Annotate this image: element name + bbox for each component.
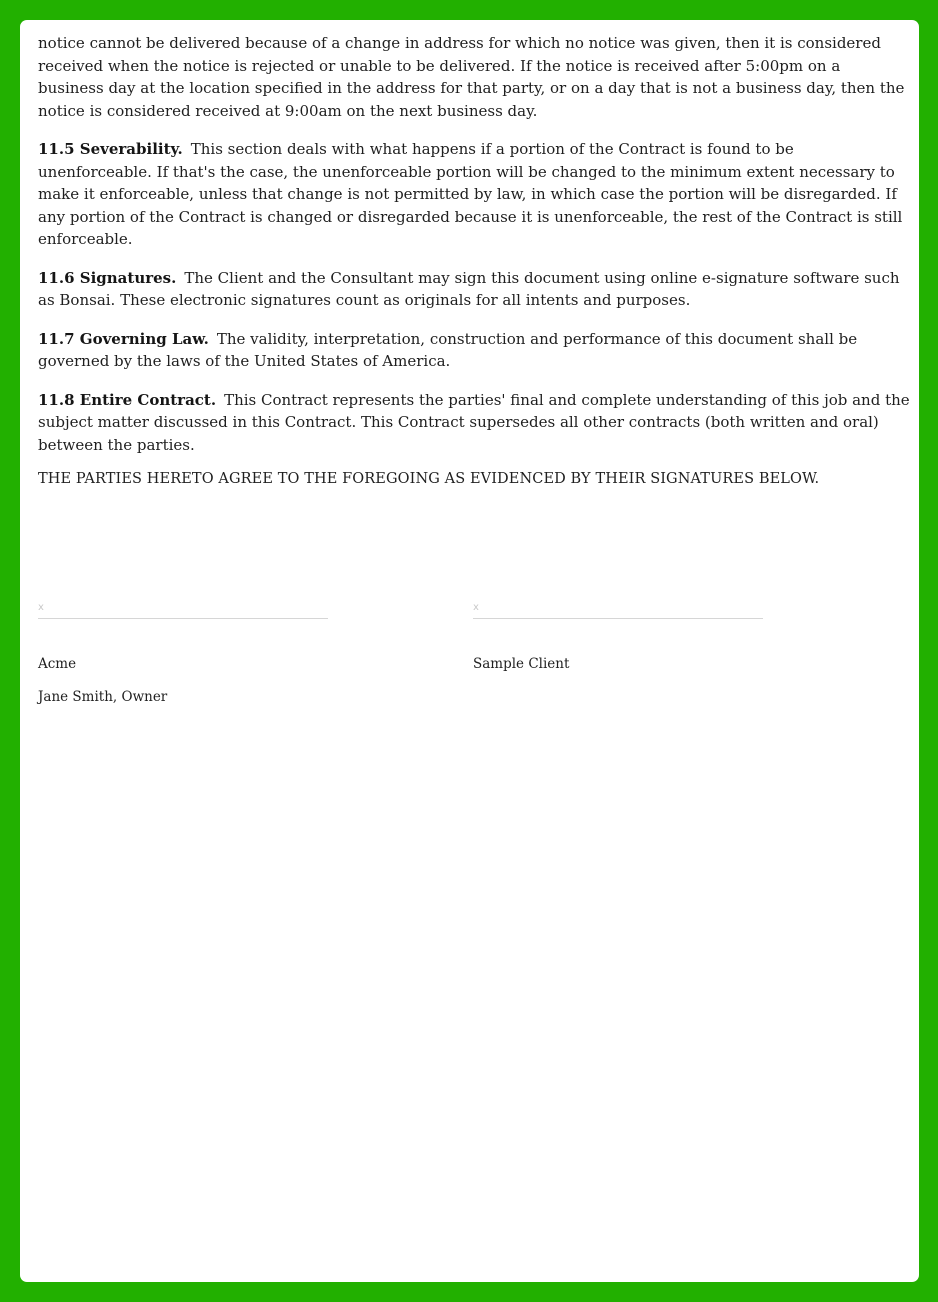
consultant-signer: Jane Smith, Owner — [38, 689, 168, 705]
section-heading: 11.6 Signatures. — [38, 268, 177, 287]
agreement-statement: THE PARTIES HERETO AGREE TO THE FOREGOING AS EVIDENCED BY THEIR SIGNATURES BELOW. — [38, 471, 820, 487]
section-heading: 11.7 Governing Law. — [38, 329, 209, 348]
client-name: Sample Client — [473, 656, 570, 672]
contract-body — [38, 32, 910, 472]
consultant-signature-block — [38, 600, 328, 705]
section-severability — [38, 138, 910, 251]
section-governing-law — [38, 328, 910, 373]
section-entire-contract — [38, 389, 910, 457]
section-text: The Client and the Consultant may sign this document using online e-signature software such as Bonsai. These electronic signatures count as originals for all intents and purposes. — [38, 268, 900, 309]
section-signatures — [38, 267, 910, 312]
contract-page — [20, 20, 919, 1282]
section-text: The validity, interpretation, construction and performance of this document shall be governed by the laws of the United States of America. — [38, 329, 858, 370]
consultant-signature-field[interactable] — [38, 600, 328, 619]
section-heading: 11.5 Severability. — [38, 140, 183, 158]
section-text: This Contract represents the parties' final and complete understanding of this job and the subject matter discussed in this Contract. This Contract supersedes all other contracts (both written and oral) between the parties. — [38, 390, 910, 454]
consultant-name: Acme — [38, 656, 77, 672]
notice-paragraph: notice cannot be delivered because of a change in address for which no notice was given, then it is considered received when the notice is rejected or unable to be delivered. If the notice is received after 5:00pm on a business day at the location specified in the address for that party, or on a day that is not a business day, then the notice is considered received at 9:00am on the next business day. — [38, 34, 905, 120]
client-signature-field[interactable] — [473, 600, 763, 619]
client-signature-block — [473, 600, 763, 672]
section-text: This section deals with what happens if a portion of the Contract is found to be unenforceable. If that's the case, the unenforceable portion will be changed to the minimum extent necessary to make it enforceable, unless that change is not permitted by law, in which case the portion will be disregarded. If any portion of the Contract is changed or disregarded because it is unenforceable, the rest of the Contract is still enforceable. — [38, 140, 903, 248]
section-heading: 11.8 Entire Contract. — [38, 390, 217, 409]
signature-placeholder: x — [38, 602, 44, 613]
signature-placeholder: x — [473, 602, 479, 613]
